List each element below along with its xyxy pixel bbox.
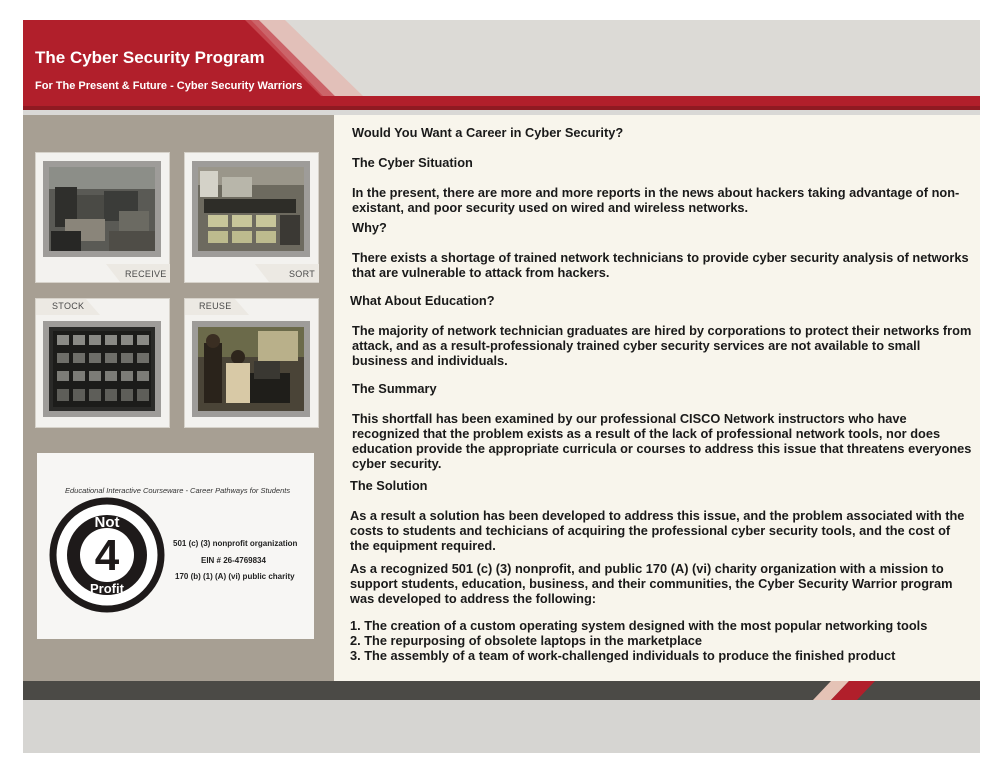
logo-mark-number: 4	[94, 531, 120, 580]
photo-reuse	[198, 327, 304, 411]
section-heading-education: What About Education?	[350, 293, 495, 308]
list-item: 1. The creation of a custom operating system designed with the most popular networking tools	[350, 618, 928, 633]
section-heading-solution: The Solution	[350, 478, 428, 493]
situation-text: In the present, there are more and more reports in the news about hackers taking advantage of non-existant, and poor security used on wired and wireless networks.	[352, 185, 960, 215]
list-item: 2. The repurposing of obsolete laptops in the marketplace	[350, 633, 702, 648]
education-text: The majority of network technician graduates are hired by corporations to protect their networks from attack, and as a result-professionaly trained cyber security services are not available to small business and individuals.	[352, 323, 972, 368]
main-content	[334, 115, 980, 695]
photo-frame	[43, 321, 161, 417]
logo-line-ein: EIN # 26-4769834	[201, 556, 266, 565]
photo-label: RECEIVE	[125, 269, 167, 279]
photo-frame	[192, 321, 310, 417]
photo-stock-image	[49, 327, 155, 411]
photo-label: REUSE	[199, 301, 232, 311]
photo-frame	[43, 161, 161, 257]
photo-sort	[198, 167, 304, 251]
section-heading-situation: The Cyber Situation	[352, 155, 473, 170]
logo-mark-bottom: Profit	[90, 581, 124, 596]
photo-frame	[192, 161, 310, 257]
solution-text-2: As a recognized 501 (c) (3) nonprofit, and public 170 (A) (vi) charity organization with a mission to support students, education, business, and their communities, the Cyber Security Warrior program was developed to address the following:	[350, 561, 953, 606]
section-heading-summary: The Summary	[352, 381, 437, 396]
logo-mark-top: Not	[94, 514, 120, 531]
photo-label: STOCK	[52, 301, 85, 311]
logo-tagline: Educational Interactive Courseware - Career Pathways for Students	[65, 486, 291, 495]
photo-card-receive	[35, 152, 170, 283]
photo-card-stock	[35, 298, 170, 428]
page-title: The Cyber Security Program	[35, 48, 265, 67]
photo-label: SORT	[289, 269, 316, 279]
section-heading-why: Why?	[352, 220, 387, 235]
header-banner	[23, 20, 980, 110]
photo-sort-image	[198, 167, 304, 251]
logo-line-501c3: 501 (c) (3) nonprofit organization	[173, 539, 298, 548]
photo-stock	[49, 327, 155, 411]
sidebar	[23, 115, 334, 695]
photo-card-reuse	[184, 298, 319, 428]
page-frame	[23, 20, 980, 753]
page-tagline: For The Present & Future - Cyber Security Warriors	[35, 80, 303, 92]
logo-line-charity: 170 (b) (1) (A) (vi) public charity	[175, 572, 295, 581]
main-heading: Would You Want a Career in Cyber Security?	[352, 125, 624, 140]
solution-text-1: As a result a solution has been developed to address this issue, and the problem associated with the costs to students and techicians of acquiring the professional cyber security tools, and the cost of the equipment required.	[350, 508, 965, 553]
photo-receive	[49, 167, 155, 251]
why-text: There exists a shortage of trained network technicians to provide cyber security analysis of networks that are vulnerable to attack from hackers.	[352, 250, 969, 280]
photo-receive-image	[49, 167, 155, 251]
summary-text: This shortfall has been examined by our professional CISCO Network instructors who have recognized that the problem exists as a result of the lack of professional network tools, nor does education provide the appropriate curricula or courses to address this issue that threatens everyones cyber security.	[352, 411, 972, 471]
footer-bar	[23, 681, 980, 700]
footer-bottom-band	[23, 700, 980, 753]
footer-accent	[23, 681, 980, 700]
photo-card-sort	[184, 152, 319, 283]
photo-reuse-image	[198, 327, 304, 411]
nonprofit-logo-panel	[37, 453, 314, 639]
list-item: 3. The assembly of a team of work-challenged individuals to produce the finished product	[350, 648, 896, 663]
not-4-profit-logo	[49, 497, 165, 613]
